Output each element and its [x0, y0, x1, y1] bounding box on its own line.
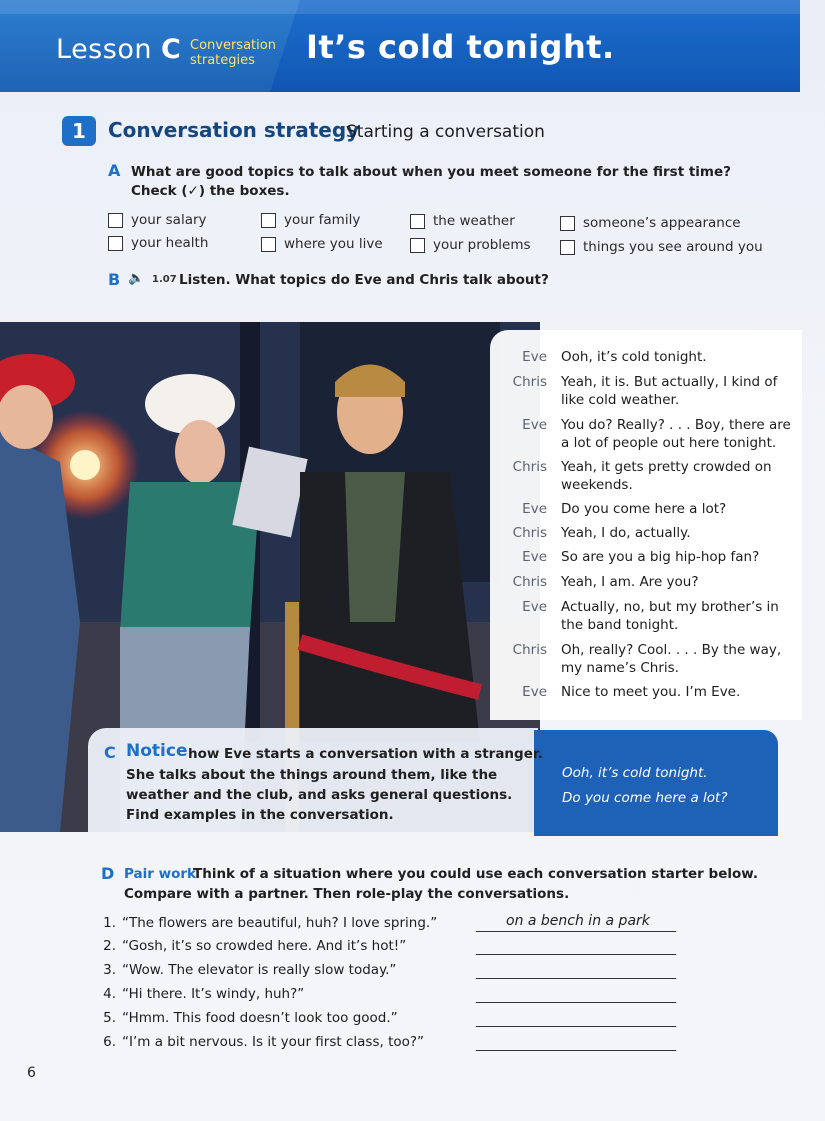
answer-text: on a bench in a park	[506, 913, 650, 929]
checkbox-option[interactable]: your family	[261, 212, 360, 228]
notice-examples-box	[534, 730, 778, 836]
conversation-panel: Eve Ooh, it’s cold tonight. Chris Yeah, it is. But actually, I kind of like cold weather. Eve You do? Really? . . . Boy, there are a lot of people out here tonight. Chris Yeah, it gets pretty crowded on weekends. Eve Do you come here a lot? Chris Yeah, I do, actually. Eve So are you a big hip-hop fan? Chris Yeah, I am. Are you? Eve Actually, no, but my brother’s in the band tonight. Chris Oh, really? Cool. . . . By the way, my name’s Chris. Eve Nice to meet you. I’m Eve.	[490, 330, 802, 720]
notice-line4: Find examples in the conversation.	[126, 807, 394, 823]
answer-line[interactable]	[476, 962, 676, 979]
checkbox-option[interactable]: your health	[108, 235, 208, 251]
lesson-letter: C	[161, 34, 182, 65]
notice-line3: weather and the club, and asks general questions.	[126, 787, 513, 803]
section-number-badge: 1	[62, 116, 96, 146]
checkbox-box[interactable]	[410, 214, 425, 229]
answer-line[interactable]	[476, 938, 676, 955]
checkbox-option[interactable]: things you see around you	[560, 239, 763, 255]
lesson-tag	[190, 38, 276, 68]
checkbox-option[interactable]: where you live	[261, 236, 383, 252]
checkbox-box[interactable]	[108, 213, 123, 228]
part-b-text: Listen. What topics do Eve and Chris talk about?	[179, 272, 549, 288]
checkbox-box[interactable]	[108, 236, 123, 251]
checkbox-box[interactable]	[261, 237, 276, 252]
answer-line[interactable]	[476, 986, 676, 1003]
header-gloss	[0, 0, 800, 14]
lesson-tag-line1: Conversation	[190, 38, 276, 53]
checkbox-box[interactable]	[410, 238, 425, 253]
page-title: It’s cold tonight.	[306, 28, 615, 66]
page-number: 6	[27, 1065, 36, 1081]
answer-line[interactable]	[476, 915, 676, 932]
section-subtitle: Starting a conversation	[346, 122, 545, 142]
part-d-letter: D	[101, 864, 115, 883]
checkbox-option[interactable]: your salary	[108, 212, 207, 228]
checkbox-option[interactable]: your problems	[410, 237, 531, 253]
lesson-tag-line2: strategies	[190, 53, 255, 68]
checkbox-box[interactable]	[261, 213, 276, 228]
textbook-page: Lesson C Conversation strategies It’s cold tonight. 1 Conversation strategy Starting a conversation A What are good topics to talk about when you meet someone for the first time? Check (✓) the boxes. your salary your family the weather someone’s appearance your health where you live your problems things you see around you B 🔈 1.07 Listen. What topics do Eve and Chris talk about? Eve Ooh, it’s cold tonight. Chris Yeah, it is. But actually, I kind of like cold weather. Eve You do? Really? . . . Boy, there are a lot of people out here tonight. Chris Yeah, it gets pretty crowded on weekends. Eve Do you come here a lot? Chris Yeah, I do, actually. Eve So are you a big hip-hop fan? Chris Yeah, I am. Are you? Eve Actually, no, but my brother’s in the band tonight. Chris Oh, really? Cool. . . . By the way, my name’s Chris. Eve Nice to meet you. I’m Eve. Ooh, it’s cold tonight. Do you come here a lot? C Notice how Eve starts a conversation with a stranger. She talks about the things around them, like the weather and the club, and asks general questions. Find examples in the conversation. D Pair work Think of a situation where you could use each conversation starter below. Compare with a partner. Then role-play the conversations. 1. “The flowers are beautiful, huh? I love spring.” on a bench in a park 2. “Gosh, it’s so crowded here. And it’s hot!” 3. “Wow. The elevator is really slow today.” 4. “Hi there. It’s windy, huh?” 5. “Hmm. This food doesn’t look too good.” 6. “I’m a bit nervous. Is it your first class, too?” 6	[0, 0, 825, 1121]
pair-work-label: Pair work	[124, 866, 197, 882]
part-d-line2: Compare with a partner. Then role-play the conversations.	[124, 886, 570, 902]
checkbox-box[interactable]	[560, 240, 575, 255]
answer-line[interactable]	[476, 1034, 676, 1051]
part-d-line1: Think of a situation where you could use each conversation starter below.	[193, 866, 758, 882]
notice-word: Notice	[126, 741, 188, 761]
notice-example-2: Do you come here a lot?	[562, 790, 728, 806]
part-c-letter: C	[104, 743, 116, 762]
notice-example-1: Ooh, it’s cold tonight.	[562, 765, 708, 781]
audio-track-number: 1.07	[152, 274, 177, 285]
part-a-line2: Check (✓) the boxes.	[131, 183, 290, 199]
checkbox-box[interactable]	[560, 216, 575, 231]
checkbox-option[interactable]: someone’s appearance	[560, 215, 741, 231]
lesson-word: Lesson	[56, 34, 152, 65]
part-a-letter: A	[108, 161, 121, 180]
notice-line1: how Eve starts a conversation with a stranger.	[188, 746, 543, 762]
section-title: Conversation strategy	[108, 118, 360, 142]
speaker-icon[interactable]: 🔈	[128, 271, 145, 286]
notice-line2: She talks about the things around them, like the	[126, 767, 498, 783]
lesson-label	[56, 34, 181, 65]
answer-line[interactable]	[476, 1010, 676, 1027]
part-a-line1: What are good topics to talk about when you meet someone for the first time?	[131, 164, 731, 180]
checkbox-option[interactable]: the weather	[410, 213, 515, 229]
part-b-letter: B	[108, 270, 121, 289]
